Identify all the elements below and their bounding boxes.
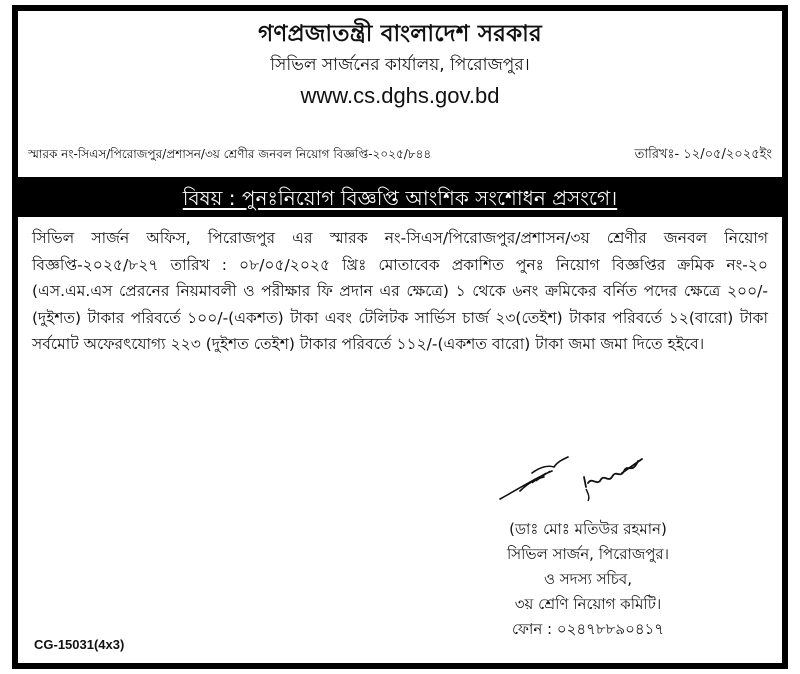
website-url: www.cs.dghs.gov.bd bbox=[300, 83, 500, 108]
subject-bar bbox=[12, 177, 788, 217]
notice-header bbox=[18, 11, 782, 175]
signatory-name: (ডাঃ মোঃ মতিউর রহমান) bbox=[509, 520, 667, 538]
subject-text: বিষয় : পুনঃনিয়োগ বিজ্ঞপ্তি আংশিক সংশোধন প্রসংগে। bbox=[182, 186, 618, 210]
signatory-committee: ৩য় শ্রেণি নিয়োগ কমিটি। bbox=[514, 595, 662, 613]
office-name: সিভিল সার্জনের কার্যালয়, পিরোজপুর। bbox=[270, 55, 530, 75]
memo-row bbox=[28, 145, 772, 166]
body-paragraph: সিভিল সার্জন অফিস, পিরোজপুর এর স্মারক নং-সিএস/পিরোজপুর/প্রশাসন/৩য় শ্রেণীর জনবল নিয়োগ বিজ্ঞপ্তি-২০২৫/৮২৭ তারিখ : ০৮/০৫/২০২৫ খ্রিঃ মোতাবেক প্রকাশিত পুনঃ নিয়োগ বিজ্ঞপ্তির ক্রমিক নং-২০ (এস.এম.এস প্রেরনের নিয়মাবলী ও পরীক্ষার ফি প্রদান এর ক্ষেত্রে) ১ থেকে ৬নং ক্রমিকের বর্নিত পদের ক্ষেত্রে ২০০/- (দুইশত) টাকার পরিবর্তে ১০০/-(একশত) টাকা এবং টেলিটক সার্ভিস চার্জ ২৩(তেইশ) টাকার পরিবর্তে ১২(বারো) টাকা সর্বমোট অফেরৎযোগ্য ২২৩ (দুইশত তেইশ) টাকার পরিবর্তে ১১২/-(একশত বারো) টাকা জমা জমা দিতে হইবে। bbox=[32, 229, 768, 353]
government-title: গণপ্রজাতন্ত্রী বাংলাদেশ সরকার bbox=[258, 21, 542, 47]
handwritten-signature-icon bbox=[492, 453, 662, 505]
signature-image bbox=[492, 453, 662, 505]
notice-frame bbox=[12, 5, 788, 669]
notice-body bbox=[18, 217, 782, 663]
signatory-role: ও সদস্য সচিব, bbox=[543, 570, 633, 588]
print-code: CG-15031(4x3) bbox=[34, 637, 125, 652]
memo-number: স্মারক নং-সিএস/পিরোজপুর/প্রশাসন/৩য় শ্রেণীর জনবল নিয়োগ বিজ্ঞপ্তি-২০২৫/৮৪৪ bbox=[28, 147, 432, 161]
signatory-designation: সিভিল সার্জন, পিরোজপুর। bbox=[506, 545, 670, 563]
signatory-block bbox=[438, 517, 738, 642]
memo-date: তারিখঃ- ১২/০৫/২০২৫ইং bbox=[634, 147, 772, 162]
signatory-phone: ফোন : ০২৪৭৮৮৯০৪১৭ bbox=[511, 620, 665, 638]
